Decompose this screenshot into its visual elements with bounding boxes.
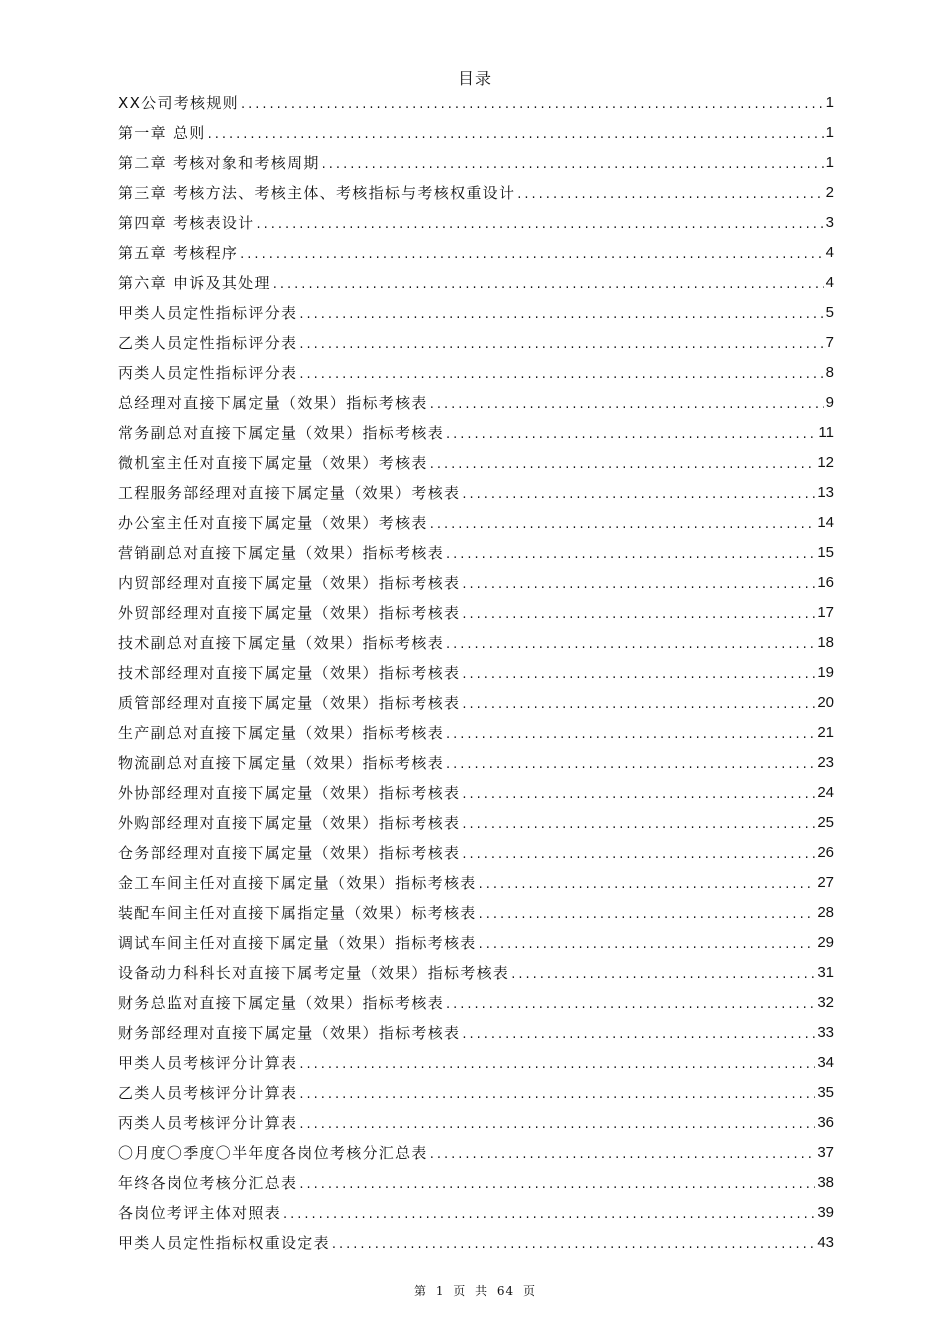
toc-entry-page-number: 31: [817, 964, 834, 981]
toc-entry-title: 第二章 考核对象和考核周期: [118, 154, 320, 172]
toc-entry[interactable]: [118, 598, 834, 628]
toc-entry[interactable]: [118, 238, 834, 268]
toc-entry-page-number: 1: [825, 154, 834, 171]
toc-entry-page-number: 37: [817, 1144, 834, 1161]
toc-entry-title: 营销副总对直接下属定量（效果）指标考核表: [118, 544, 445, 562]
toc-entry-title: 仓务部经理对直接下属定量（效果）指标考核表: [118, 844, 461, 862]
dot-leader: [208, 120, 824, 150]
toc-entry[interactable]: [118, 388, 834, 418]
toc-entry[interactable]: [118, 328, 834, 358]
toc-entry-page-number: 33: [817, 1024, 834, 1041]
dot-leader: [283, 1200, 815, 1230]
dot-leader: [462, 600, 815, 630]
toc-entry[interactable]: [118, 478, 834, 508]
toc-entry-page-number: 36: [817, 1114, 834, 1131]
toc-entry-page-number: 32: [817, 994, 834, 1011]
toc-entry-title: 甲类人员定性指标评分表: [118, 304, 298, 322]
toc-entry[interactable]: [118, 898, 834, 928]
toc-entry-title: 外协部经理对直接下属定量（效果）指标考核表: [118, 784, 461, 802]
dot-leader: [517, 180, 823, 210]
toc-entry-title: 工程服务部经理对直接下属定量（效果）考核表: [118, 484, 461, 502]
toc-entry-title: 年终各岗位考核分汇总表: [118, 1174, 298, 1192]
toc-entry-page-number: 3: [825, 214, 834, 231]
dot-leader: [462, 690, 815, 720]
dot-leader: [462, 840, 815, 870]
toc-entry[interactable]: [118, 298, 834, 328]
toc-entry[interactable]: [118, 838, 834, 868]
toc-entry-page-number: 9: [825, 394, 834, 411]
toc-entry[interactable]: [118, 1198, 834, 1228]
toc-entry-title: 办公室主任对直接下属定量（效果）考核表: [118, 514, 428, 532]
toc-entry-page-number: 11: [818, 424, 834, 441]
dot-leader: [299, 1080, 815, 1110]
toc-entry-page-number: 15: [817, 544, 834, 561]
toc-entry-title: 常务副总对直接下属定量（效果）指标考核表: [118, 424, 445, 442]
dot-leader: [446, 630, 815, 660]
dot-leader: [462, 780, 815, 810]
toc-entry-page-number: 29: [817, 934, 834, 951]
toc-entry[interactable]: [118, 568, 834, 598]
toc-entry-page-number: 8: [825, 364, 834, 381]
toc-entry[interactable]: [118, 748, 834, 778]
toc-entry-title: 第三章 考核方法、考核主体、考核指标与考核权重设计: [118, 184, 516, 202]
dot-leader: [462, 480, 815, 510]
dot-leader: [299, 1170, 815, 1200]
toc-entry[interactable]: [118, 1228, 834, 1258]
toc-entry-title: 丙类人员考核评分计算表: [118, 1114, 298, 1132]
toc-entry-title: 甲类人员考核评分计算表: [118, 1054, 298, 1072]
toc-entry-page-number: 20: [817, 694, 834, 711]
toc-entry[interactable]: [118, 1138, 834, 1168]
toc-entry-page-number: 4: [825, 244, 834, 261]
toc-entry-page-number: 4: [825, 274, 834, 291]
toc-entry-title: 设备动力科科长对直接下属考定量（效果）指标考核表: [118, 964, 510, 982]
dot-leader: [479, 900, 816, 930]
toc-entry-title: 第四章 考核表设计: [118, 214, 255, 232]
toc-entry-page-number: 21: [817, 724, 834, 741]
toc-entry-title: 技术副总对直接下属定量（效果）指标考核表: [118, 634, 445, 652]
toc-entry-title: 丙类人员定性指标评分表: [118, 364, 298, 382]
toc-entry-page-number: 16: [817, 574, 834, 591]
dot-leader: [332, 1230, 815, 1260]
toc-entry-title: 生产副总对直接下属定量（效果）指标考核表: [118, 724, 445, 742]
toc-entry-title: 第一章 总则: [118, 124, 206, 142]
toc-entry-page-number: 27: [817, 874, 834, 891]
dot-leader: [430, 1140, 816, 1170]
toc-entry[interactable]: [118, 688, 834, 718]
toc-title: 目录: [457, 69, 492, 88]
dot-leader: [322, 150, 824, 180]
toc-entry-page-number: 19: [817, 664, 834, 681]
dot-leader: [511, 960, 815, 990]
dot-leader: [479, 930, 816, 960]
toc-entry[interactable]: [118, 448, 834, 478]
toc-entry[interactable]: [118, 868, 834, 898]
dot-leader: [240, 240, 823, 270]
dot-leader: [299, 1050, 815, 1080]
toc-entry[interactable]: [118, 508, 834, 538]
dot-leader: [273, 270, 824, 300]
toc-entry-title: 技术部经理对直接下属定量（效果）指标考核表: [118, 664, 461, 682]
toc-entry[interactable]: [118, 988, 834, 1018]
dot-leader: [430, 390, 824, 420]
toc-entry-title: 第六章 申诉及其处理: [118, 274, 271, 292]
dot-leader: [446, 990, 815, 1020]
toc-entry-page-number: 5: [825, 304, 834, 321]
toc-entry[interactable]: [118, 178, 834, 208]
toc-entry-page-number: 28: [817, 904, 834, 921]
dot-leader: [299, 330, 823, 360]
toc-entry-page-number: 18: [817, 634, 834, 651]
toc-entry-title: 财务总监对直接下属定量（效果）指标考核表: [118, 994, 445, 1012]
toc-entry-page-number: 24: [817, 784, 834, 801]
toc-entry-title: 金工车间主任对直接下属定量（效果）指标考核表: [118, 874, 477, 892]
toc-entry-title: 物流副总对直接下属定量（效果）指标考核表: [118, 754, 445, 772]
toc-entry[interactable]: [118, 718, 834, 748]
toc-entry-title: 调试车间主任对直接下属定量（效果）指标考核表: [118, 934, 477, 952]
toc-entry[interactable]: [118, 628, 834, 658]
toc-entry-title: 第五章 考核程序: [118, 244, 239, 262]
toc-entry[interactable]: [118, 1018, 834, 1048]
toc-entry-page-number: 2: [825, 184, 834, 201]
toc-entry-page-number: 1: [825, 94, 834, 111]
toc-entry[interactable]: [118, 148, 834, 178]
dot-leader: [462, 1020, 815, 1050]
toc-entry-page-number: 17: [817, 604, 834, 621]
dot-leader: [299, 300, 823, 330]
table-of-contents: [118, 88, 834, 1258]
toc-entry-page-number: 43: [817, 1234, 834, 1251]
toc-entry-page-number: 12: [817, 454, 834, 471]
toc-entry-page-number: 35: [817, 1084, 834, 1101]
toc-entry[interactable]: [118, 358, 834, 388]
toc-entry-title: 〇月度〇季度〇半年度各岗位考核分汇总表: [118, 1144, 428, 1162]
dot-leader: [479, 870, 816, 900]
dot-leader: [462, 570, 815, 600]
toc-entry-title: 乙类人员考核评分计算表: [118, 1084, 298, 1102]
toc-entry-title: 装配车间主任对直接下属指定量（效果）标考核表: [118, 904, 477, 922]
toc-entry[interactable]: [118, 958, 834, 988]
dot-leader: [446, 720, 815, 750]
toc-entry-title: 外贸部经理对直接下属定量（效果）指标考核表: [118, 604, 461, 622]
toc-entry-title: XX公司考核规则: [118, 94, 239, 112]
toc-entry[interactable]: [118, 268, 834, 298]
toc-entry-title: 内贸部经理对直接下属定量（效果）指标考核表: [118, 574, 461, 592]
dot-leader: [430, 450, 816, 480]
dot-leader: [462, 660, 815, 690]
page-footer: 第 1 页 共 64 页: [414, 1284, 536, 1298]
toc-entry-page-number: 23: [817, 754, 834, 771]
toc-entry[interactable]: [118, 538, 834, 568]
toc-entry-title: 质管部经理对直接下属定量（效果）指标考核表: [118, 694, 461, 712]
toc-entry[interactable]: [118, 208, 834, 238]
dot-leader: [446, 750, 815, 780]
dot-leader: [241, 90, 824, 120]
toc-entry-page-number: 39: [817, 1204, 834, 1221]
toc-entry[interactable]: [118, 1168, 834, 1198]
toc-entry[interactable]: [118, 1048, 834, 1078]
dot-leader: [299, 1110, 815, 1140]
toc-entry-title: 各岗位考评主体对照表: [118, 1204, 282, 1222]
toc-entry[interactable]: [118, 928, 834, 958]
dot-leader: [446, 540, 815, 570]
dot-leader: [430, 510, 816, 540]
toc-entry-page-number: 34: [817, 1054, 834, 1071]
dot-leader: [462, 810, 815, 840]
toc-entry-page-number: 26: [817, 844, 834, 861]
toc-entry-title: 外购部经理对直接下属定量（效果）指标考核表: [118, 814, 461, 832]
toc-entry-title: 甲类人员定性指标权重设定表: [118, 1234, 330, 1252]
toc-entry[interactable]: [118, 418, 834, 448]
toc-entry-title: 总经理对直接下属定量（效果）指标考核表: [118, 394, 428, 412]
toc-entry-page-number: 25: [817, 814, 834, 831]
dot-leader: [256, 210, 823, 240]
toc-entry[interactable]: [118, 658, 834, 688]
toc-entry-page-number: 14: [817, 514, 834, 531]
toc-entry-page-number: 7: [825, 334, 834, 351]
toc-entry[interactable]: [118, 1078, 834, 1108]
toc-entry[interactable]: [118, 88, 834, 118]
toc-entry-title: 乙类人员定性指标评分表: [118, 334, 298, 352]
dot-leader: [299, 360, 823, 390]
toc-entry[interactable]: [118, 778, 834, 808]
toc-entry[interactable]: [118, 808, 834, 838]
toc-entry[interactable]: [118, 118, 834, 148]
toc-entry[interactable]: [118, 1108, 834, 1138]
toc-entry-page-number: 1: [825, 124, 834, 141]
dot-leader: [446, 420, 816, 450]
toc-entry-title: 财务部经理对直接下属定量（效果）指标考核表: [118, 1024, 461, 1042]
toc-entry-title: 微机室主任对直接下属定量（效果）考核表: [118, 454, 428, 472]
toc-entry-page-number: 38: [817, 1174, 834, 1191]
toc-entry-page-number: 13: [817, 484, 834, 501]
